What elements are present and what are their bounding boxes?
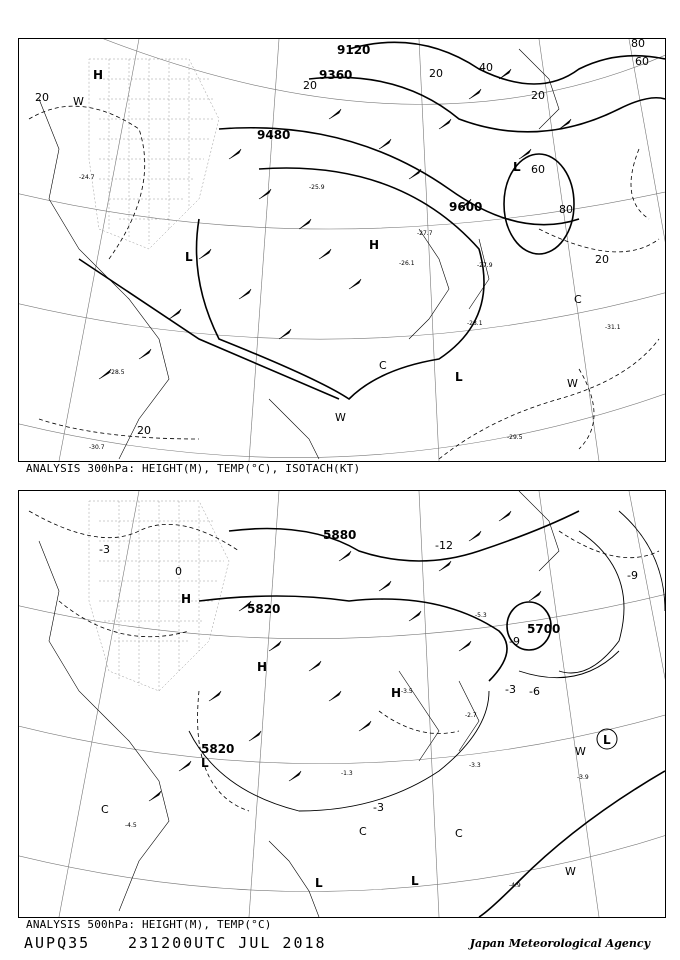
height-contours: [79, 42, 665, 399]
contour-label: 9360: [319, 68, 353, 82]
cold-marker: C: [379, 359, 387, 372]
coastline: [39, 491, 559, 917]
isotherm-label: -9: [627, 569, 638, 582]
station-temp: -24.7: [79, 174, 95, 181]
isotherm-label: -3: [505, 683, 516, 696]
contour-label: 5820: [201, 742, 235, 756]
station-temp: -25.9: [309, 184, 325, 191]
high-center: H: [93, 68, 104, 82]
chart-id: AUPQ35: [24, 934, 91, 952]
isotach-label: 20: [531, 89, 545, 102]
isotach-label: 80: [559, 203, 573, 216]
cold-marker: C: [574, 293, 582, 306]
high-center: H: [181, 592, 192, 606]
isotherms: [29, 511, 659, 811]
station-temp: -3.5: [401, 688, 413, 695]
graticule: [19, 39, 665, 461]
low-center: L: [315, 876, 323, 890]
station-temp: -2.7: [465, 712, 477, 719]
station-temp: -4.9: [509, 882, 521, 889]
isotherm-label: -3: [99, 543, 110, 556]
isotherm-label: -9: [509, 635, 520, 648]
low-center: L: [455, 370, 463, 384]
isotherm-label: -3: [373, 801, 384, 814]
contour-label: 9600: [449, 200, 483, 214]
isotach-label: 80: [631, 39, 645, 50]
graticule: [19, 491, 665, 917]
caption-500hpa: ANALYSIS 500hPa: HEIGHT(M), TEMP(°C): [26, 918, 272, 931]
station-temp: -5.3: [475, 612, 487, 619]
wind-barbs: [99, 69, 571, 379]
low-center: L: [185, 250, 193, 264]
warm-marker: W: [73, 95, 84, 108]
isotherm-label: -12: [435, 539, 453, 552]
map-300hpa: [18, 38, 666, 462]
low-center: L: [201, 756, 209, 770]
agency-name: Japan Meteorological Agency: [469, 937, 650, 950]
isotach-label: 20: [303, 79, 317, 92]
isotach-label: 20: [429, 67, 443, 80]
station-temp: -28.5: [109, 369, 125, 376]
contour-label: 5880: [323, 528, 357, 542]
station-temp: -1.3: [341, 770, 353, 777]
station-temp: -3.9: [577, 774, 589, 781]
caption-300hpa: ANALYSIS 300hPa: HEIGHT(M), TEMP(°C), ISOTACH(KT): [26, 462, 361, 475]
warm-marker: W: [575, 745, 586, 758]
isotach-label: 20: [35, 91, 49, 104]
station-temp: -27.7: [417, 230, 433, 237]
isotach-label: 60: [635, 55, 649, 68]
station-temp: -27.9: [477, 262, 493, 269]
station-temp: -3.3: [469, 762, 481, 769]
contour-label: 9480: [257, 128, 291, 142]
station-temp: -26.1: [399, 260, 415, 267]
station-temp: -30.7: [89, 444, 105, 451]
map-500hpa: [18, 490, 666, 918]
cold-marker: C: [101, 803, 109, 816]
isotherm-label: 0: [175, 565, 182, 578]
isotach-label: 40: [479, 61, 493, 74]
station-temp: -4.5: [125, 822, 137, 829]
height-contours: [199, 511, 665, 917]
warm-marker: W: [567, 377, 578, 390]
low-center: L: [513, 160, 521, 174]
station-temp: -29.5: [507, 434, 523, 441]
high-center: H: [391, 686, 402, 700]
high-center: H: [369, 238, 380, 252]
warm-marker: W: [335, 411, 346, 424]
station-temp: -28.1: [467, 320, 483, 327]
contour-label: 9120: [337, 43, 371, 57]
station-temp: -31.1: [605, 324, 621, 331]
warm-marker: W: [565, 865, 576, 878]
contour-label: 5700: [527, 622, 561, 636]
isotach-label: 60: [531, 163, 545, 176]
low-center: L: [411, 874, 419, 888]
cold-marker: C: [359, 825, 367, 838]
terrain-hatch: [89, 501, 229, 691]
isotach-label: 20: [595, 253, 609, 266]
low-center: L: [603, 733, 611, 747]
map-500hpa-graphic: [19, 491, 665, 917]
cold-marker: C: [455, 827, 463, 840]
valid-time: 231200UTC JUL 2018: [128, 934, 327, 952]
high-center: H: [257, 660, 268, 674]
map-300hpa-graphic: [19, 39, 665, 461]
isotach-label: 20: [137, 424, 151, 437]
isotherm-label: -6: [529, 685, 540, 698]
contour-label: 5820: [247, 602, 281, 616]
